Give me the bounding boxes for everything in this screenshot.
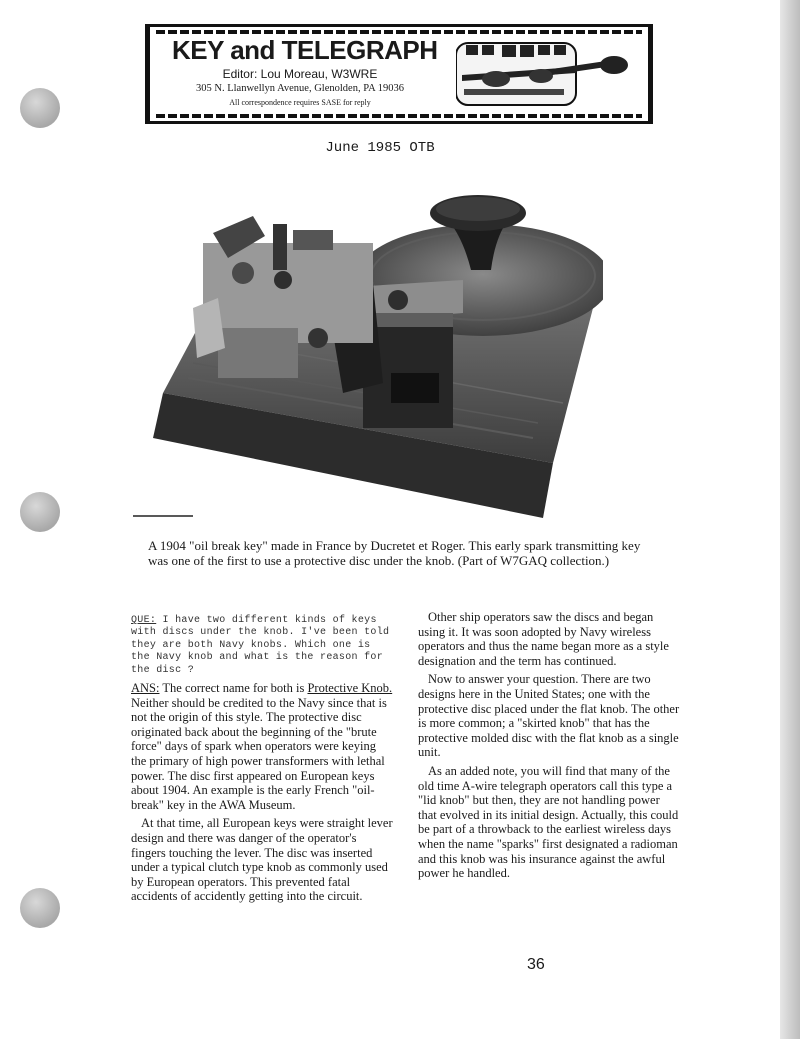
- answer-paragraph: [131, 681, 393, 812]
- masthead-top-rule: [156, 30, 642, 34]
- question-text: I have two different kinds of keys with discs under the knob. I've been told they are both Navy knobs. Which one is the Navy knob and what is the reason for the disc ?: [131, 615, 390, 676]
- masthead-address: 305 N. Llanwellyn Avenue, Glenolden, PA 19036: [196, 83, 404, 94]
- answer-name: Protective Knob.: [307, 681, 393, 696]
- paragraph-1: At that time, all European keys were straight lever design and there was danger of the operator's fingers touching the lever. The disc was inserted under a typical clutch type knob as commonly used by European operators. This prevented fatal accidents of accidently getting into the circuit.: [131, 816, 393, 904]
- telegraph-key-logo: [456, 41, 634, 111]
- binder-hole-bottom: [20, 888, 60, 928]
- paragraph-2: Other ship operators saw the discs and began using it. It was soon adopted by Navy wireless operators and thus the name began more as a style designation and the term has continued.: [418, 610, 669, 668]
- question-label: QUE:: [131, 615, 157, 626]
- masthead-note: All correspondence requires SASE for reply: [229, 98, 371, 107]
- masthead-title: KEY and TELEGRAPH: [172, 35, 438, 65]
- answer-text-before: The correct name for both is: [159, 681, 308, 696]
- oil-break-key-photo: [133, 188, 603, 518]
- paragraph-3: Now to answer your question. There are two designs here in the United States; one with the protective disc placed under the flat knob. The other is more common; a "skirted knob" that has the protective molded disc with the flat knob as a single unit.: [418, 672, 680, 760]
- issue-line: June 1985 OTB: [325, 140, 435, 156]
- masthead-bottom-rule: [156, 114, 642, 118]
- answer-label: ANS:: [131, 681, 160, 696]
- page-edge-shadow: [780, 0, 800, 1039]
- masthead: [145, 24, 653, 124]
- paragraph-4: As an added note, you will find that many of the old time A-wire telegraph operators call this type a "lid knob" but then, they are not handling power that evolved in its initial design. Actually, this could be part of a throwback to the earliest wireless days when the name "sparks" first designated a radioman and this knob was his insurance against the awful power he handled.: [418, 763, 679, 881]
- page-number: 36: [527, 956, 545, 973]
- right-column: [418, 610, 680, 885]
- photo-caption: A 1904 "oil break key" made in France by Ducretet et Roger. This early spark transmitting key was one of the first to use a protective disc under the knob. (Part of W7GAQ collection.): [148, 538, 641, 568]
- answer-text-after: Neither should be credited to the Navy since that is not the origin of this style. The protective disc originated back about the beginning of the "brute force" days of spark when operators were keying the primary of high power transformers with lethal power. The disc first appeared on European keys about 1904. An example is the early French "oil-break" key in the AWA Museum.: [131, 695, 387, 812]
- binder-hole-top: [20, 88, 60, 128]
- left-column: [131, 615, 393, 908]
- question-paragraph: [131, 615, 393, 677]
- masthead-editor: Editor: Lou Moreau, W3WRE: [222, 67, 378, 81]
- binder-hole-middle: [20, 492, 60, 532]
